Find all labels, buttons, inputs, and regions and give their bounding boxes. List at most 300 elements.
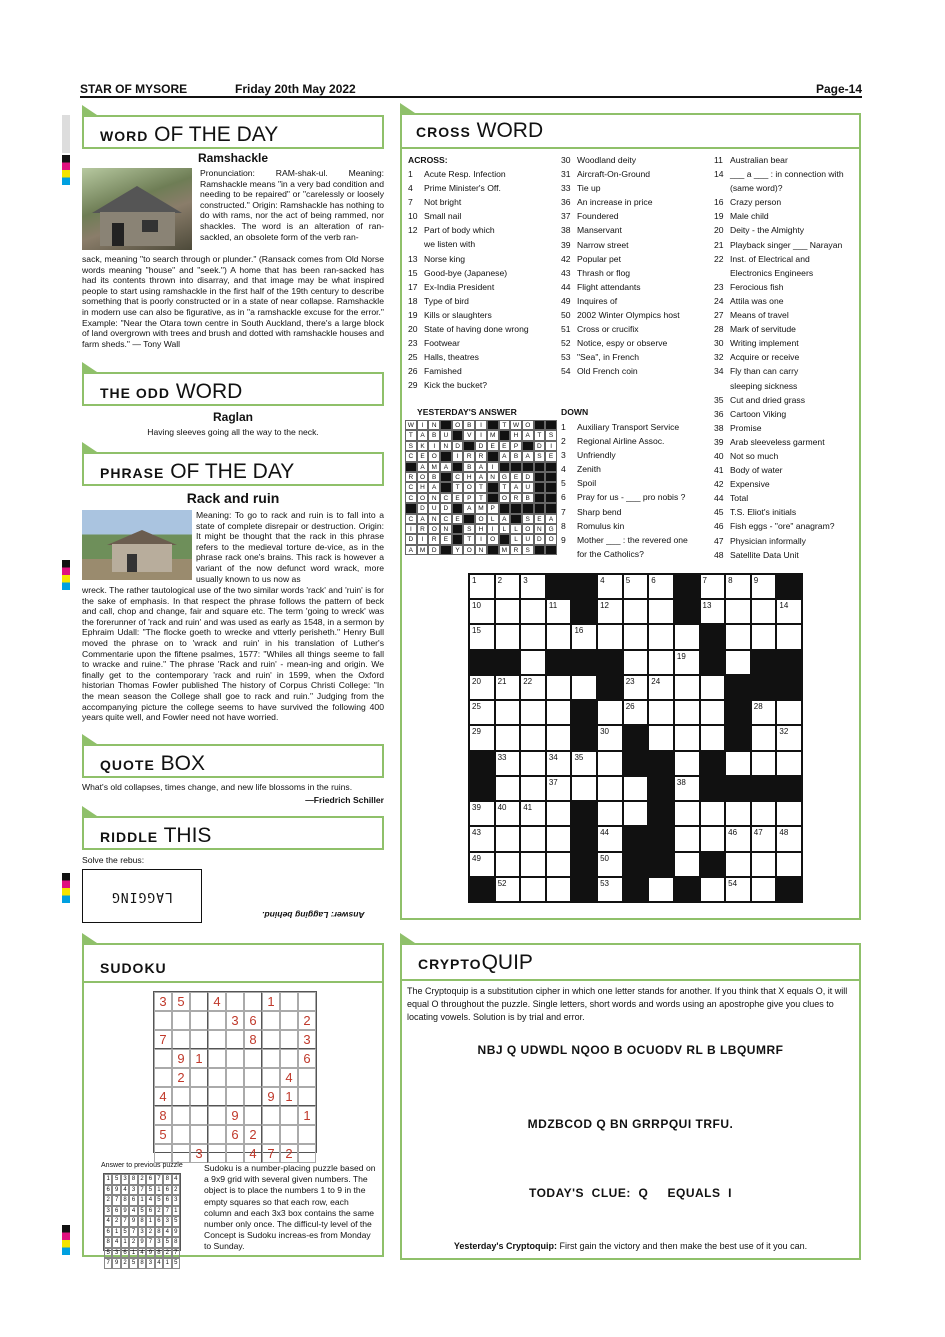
crossword-cell[interactable] xyxy=(674,725,700,750)
crossword-cell[interactable]: 48 xyxy=(776,826,802,851)
prev-sudoku-cell: 8 xyxy=(163,1174,171,1185)
sudoku-cell: 6 xyxy=(298,1049,316,1068)
crossword-cell[interactable] xyxy=(546,725,572,750)
crossword-cell[interactable]: 21 xyxy=(495,675,521,700)
crossword-cell[interactable] xyxy=(700,725,726,750)
prev-sudoku-cell: 9 xyxy=(172,1227,180,1238)
sudoku-cell[interactable] xyxy=(244,1068,262,1087)
crossword-cell xyxy=(623,826,649,851)
crossword-cell[interactable] xyxy=(674,826,700,851)
sudoku-cell: 7 xyxy=(262,1144,280,1163)
crossword-cell[interactable] xyxy=(546,877,572,902)
crossword-cell[interactable] xyxy=(495,599,521,624)
clue-item: 29 Kick the bucket? xyxy=(408,380,488,391)
prev-sudoku-cell: 2 xyxy=(146,1227,154,1238)
crossword-cell[interactable] xyxy=(520,776,546,801)
answer-cell: S xyxy=(463,524,475,534)
answer-cell: A xyxy=(417,430,429,440)
crossword-cell[interactable] xyxy=(546,801,572,826)
prev-sudoku-cell: 5 xyxy=(146,1185,154,1196)
crossword-cell[interactable]: 54 xyxy=(725,877,751,902)
crossword-cell[interactable] xyxy=(597,624,623,649)
answer-cell: R xyxy=(510,493,522,503)
crossword-cell[interactable] xyxy=(546,675,572,700)
answer-cell: T xyxy=(534,430,546,440)
sudoku-cell[interactable] xyxy=(154,1068,172,1087)
crossword-cell[interactable]: 23 xyxy=(623,675,649,700)
sudoku-cell[interactable] xyxy=(208,1068,226,1087)
crossword-cell[interactable] xyxy=(725,599,751,624)
answer-cell: T xyxy=(463,534,475,544)
crossword-cell[interactable] xyxy=(520,624,546,649)
sudoku-cell[interactable] xyxy=(172,1087,190,1106)
sudoku-cell[interactable] xyxy=(190,1087,208,1106)
clue-item: 3 Unfriendly xyxy=(561,450,616,461)
sudoku-cell[interactable] xyxy=(298,1125,316,1144)
crossword-cell[interactable]: 33 xyxy=(495,751,521,776)
crossword-cell xyxy=(700,776,726,801)
crossword-cell[interactable]: 2 xyxy=(495,574,521,599)
sudoku-cell: 1 xyxy=(190,1049,208,1068)
crossword-cell[interactable]: 37 xyxy=(546,776,572,801)
quote-author: —Friedrich Schiller xyxy=(305,795,384,805)
crossword-cell[interactable]: 44 xyxy=(597,826,623,851)
crossword-cell[interactable] xyxy=(623,599,649,624)
crossword-cell[interactable]: 53 xyxy=(597,877,623,902)
flag-icon xyxy=(82,362,100,374)
crossword-cell[interactable] xyxy=(776,852,802,877)
crossword-cell[interactable] xyxy=(700,801,726,826)
crossword-cell[interactable] xyxy=(776,700,802,725)
crossword-cell[interactable] xyxy=(700,675,726,700)
clue-item: (same word)? xyxy=(730,183,783,194)
crossword-cell[interactable] xyxy=(520,852,546,877)
sudoku-cell[interactable] xyxy=(208,1106,226,1125)
crossword-cell[interactable] xyxy=(776,624,802,649)
crossword-cell[interactable]: 20 xyxy=(469,675,495,700)
crossword-cell xyxy=(495,650,521,675)
answer-cell: S xyxy=(534,451,546,461)
answer-cell: W xyxy=(405,420,417,430)
across-clues-col2 xyxy=(561,153,680,379)
sudoku-cell[interactable] xyxy=(262,1106,280,1125)
sudoku-cell[interactable] xyxy=(226,1049,244,1068)
crossword-cell[interactable] xyxy=(674,700,700,725)
sudoku-cell[interactable] xyxy=(262,1011,280,1030)
answer-cell xyxy=(545,472,557,482)
sudoku-cell[interactable] xyxy=(298,992,316,1011)
answer-cell: I xyxy=(475,420,487,430)
sudoku-cell[interactable] xyxy=(298,1087,316,1106)
crossword-cell xyxy=(725,675,751,700)
flag-icon xyxy=(400,103,418,115)
flag-icon xyxy=(82,933,100,945)
sudoku-cell[interactable] xyxy=(190,992,208,1011)
crossword-cell xyxy=(648,826,674,851)
crossword-cell[interactable]: 41 xyxy=(520,801,546,826)
crossword-cell[interactable]: 47 xyxy=(751,826,777,851)
crossword-cell[interactable]: 26 xyxy=(623,700,649,725)
crossword-cell[interactable] xyxy=(648,650,674,675)
crossword-cell xyxy=(623,877,649,902)
crossword-cell[interactable] xyxy=(725,624,751,649)
sudoku-cell[interactable] xyxy=(172,1011,190,1030)
sudoku-cell: 9 xyxy=(226,1106,244,1125)
sudoku-cell: 9 xyxy=(262,1087,280,1106)
crossword-cell[interactable] xyxy=(597,776,623,801)
prev-sudoku-cell: 3 xyxy=(112,1248,120,1259)
crossword-cell[interactable] xyxy=(546,700,572,725)
sudoku-cell[interactable] xyxy=(262,1049,280,1068)
crossword-cell[interactable] xyxy=(623,801,649,826)
crossword-cell[interactable]: 29 xyxy=(469,725,495,750)
crossword-cell xyxy=(571,574,597,599)
crossword-cell[interactable] xyxy=(648,599,674,624)
crossword-cell[interactable] xyxy=(597,700,623,725)
answer-cell: E xyxy=(440,534,452,544)
crossword-cell[interactable]: 12 xyxy=(597,599,623,624)
sudoku-cell[interactable] xyxy=(280,1106,298,1125)
sudoku-cell[interactable] xyxy=(190,1106,208,1125)
crossword-cell[interactable] xyxy=(597,801,623,826)
sudoku-cell[interactable] xyxy=(280,1049,298,1068)
prev-answer-label: Answer to previous puzzle xyxy=(101,1162,183,1169)
crossword-cell[interactable] xyxy=(648,700,674,725)
answer-cell: G xyxy=(499,472,511,482)
crossword-cell[interactable] xyxy=(674,801,700,826)
answer-cell: Y xyxy=(452,545,464,555)
sudoku-cell: 3 xyxy=(298,1030,316,1049)
crossword-cell[interactable] xyxy=(546,852,572,877)
prev-sudoku-cell: 2 xyxy=(172,1185,180,1196)
crossword-cell[interactable] xyxy=(700,700,726,725)
crossword-cell[interactable] xyxy=(546,826,572,851)
answer-cell: B xyxy=(463,420,475,430)
crossword-cell[interactable]: 3 xyxy=(520,574,546,599)
crossword-cell[interactable]: 32 xyxy=(776,725,802,750)
crossword-cell[interactable] xyxy=(776,801,802,826)
sudoku-cell[interactable] xyxy=(244,992,262,1011)
crossword-cell[interactable] xyxy=(571,675,597,700)
crossword-cell[interactable] xyxy=(725,650,751,675)
prev-sudoku-cell: 4 xyxy=(112,1237,120,1248)
sudoku-cell[interactable] xyxy=(244,1087,262,1106)
sudoku-cell[interactable] xyxy=(154,1011,172,1030)
sudoku-cell[interactable] xyxy=(208,1144,226,1163)
clue-item: we listen with xyxy=(424,239,476,250)
crossword-cell[interactable]: 15 xyxy=(469,624,495,649)
prev-sudoku-cell: 9 xyxy=(112,1185,120,1196)
sudoku-cell[interactable] xyxy=(190,1068,208,1087)
crossword-cell[interactable] xyxy=(520,751,546,776)
sudoku-cell[interactable] xyxy=(190,1030,208,1049)
sudoku-cell[interactable] xyxy=(172,1125,190,1144)
answer-cell: I xyxy=(405,524,417,534)
sudoku-cell[interactable] xyxy=(280,1125,298,1144)
crossword-cell[interactable] xyxy=(623,776,649,801)
crossword-cell[interactable] xyxy=(751,852,777,877)
clue-item: 46 Fish eggs - "ore" anagram? xyxy=(714,521,835,532)
odd-word-banner: THE ODD WORD xyxy=(82,372,384,406)
sudoku-cell[interactable] xyxy=(190,1125,208,1144)
sudoku-cell[interactable] xyxy=(190,1011,208,1030)
flag-icon xyxy=(82,442,100,454)
answer-cell: A xyxy=(475,472,487,482)
sudoku-cell[interactable] xyxy=(226,992,244,1011)
answer-cell: E xyxy=(487,441,499,451)
crossword-cell xyxy=(674,574,700,599)
odd-word-title: Raglan xyxy=(212,410,253,424)
crossword-cell[interactable] xyxy=(520,650,546,675)
answer-cell: A xyxy=(405,545,417,555)
sudoku-cell: 3 xyxy=(190,1144,208,1163)
clue-item: 34 Fly than can carry xyxy=(714,366,799,377)
answer-cell xyxy=(487,482,499,492)
answer-cell: D xyxy=(475,441,487,451)
answer-cell xyxy=(405,462,417,472)
crossword-cell[interactable] xyxy=(520,877,546,902)
prev-sudoku-cell: 5 xyxy=(112,1174,120,1185)
sudoku-cell[interactable] xyxy=(154,1049,172,1068)
quote-text: What's old collapses, times change, and new life blossoms in the ruins. xyxy=(82,782,353,792)
crossword-cell[interactable]: 6 xyxy=(648,574,674,599)
crossword-cell[interactable]: 11 xyxy=(546,599,572,624)
sudoku-cell[interactable] xyxy=(208,1087,226,1106)
page-header xyxy=(80,82,862,98)
crossword-cell[interactable] xyxy=(725,852,751,877)
prev-sudoku-cell: 3 xyxy=(163,1216,171,1227)
answer-cell: U xyxy=(522,482,534,492)
crossword-cell[interactable] xyxy=(751,725,777,750)
clue-item: 24 Attila was one xyxy=(714,295,784,306)
flag-icon xyxy=(82,734,100,746)
prev-sudoku-cell: 5 xyxy=(138,1206,146,1217)
crossword-cell[interactable] xyxy=(495,725,521,750)
prev-sudoku-cell: 5 xyxy=(129,1258,137,1269)
crossword-cell[interactable]: 49 xyxy=(469,852,495,877)
crossword-cell[interactable] xyxy=(623,624,649,649)
crossword-cell[interactable]: 43 xyxy=(469,826,495,851)
sudoku-cell[interactable] xyxy=(226,1068,244,1087)
paper-name: STAR OF MYSORE xyxy=(80,82,188,96)
prev-sudoku-cell: 8 xyxy=(155,1227,163,1238)
crossword-cell[interactable] xyxy=(648,877,674,902)
sudoku-cell[interactable] xyxy=(208,1030,226,1049)
crossword-cell[interactable]: 39 xyxy=(469,801,495,826)
answer-cell: N xyxy=(475,545,487,555)
crossword-cell[interactable]: 19 xyxy=(674,650,700,675)
crossword-cell[interactable]: 9 xyxy=(751,574,777,599)
crossword-cell[interactable]: 1 xyxy=(469,574,495,599)
crossword-cell[interactable] xyxy=(495,826,521,851)
answer-cell: N xyxy=(487,472,499,482)
crossword-cell[interactable]: 50 xyxy=(597,852,623,877)
crossword-cell[interactable]: 24 xyxy=(648,675,674,700)
sudoku-cell[interactable] xyxy=(298,1144,316,1163)
registration-mark xyxy=(62,873,70,903)
sudoku-cell[interactable] xyxy=(154,1144,172,1163)
sudoku-cell[interactable] xyxy=(262,1125,280,1144)
crossword-cell[interactable] xyxy=(725,801,751,826)
sudoku-cell[interactable] xyxy=(244,1049,262,1068)
sudoku-cell[interactable] xyxy=(280,1011,298,1030)
sudoku-cell[interactable] xyxy=(262,1030,280,1049)
crossword-cell[interactable]: 10 xyxy=(469,599,495,624)
crossword-cell xyxy=(725,776,751,801)
crossword-cell[interactable]: 14 xyxy=(776,599,802,624)
answer-cell: H xyxy=(475,524,487,534)
crossword-cell[interactable] xyxy=(520,599,546,624)
crossword-cell[interactable] xyxy=(520,700,546,725)
crossword-cell[interactable]: 28 xyxy=(751,700,777,725)
clue-item: 38 Promise xyxy=(714,422,762,433)
crossword-cell[interactable]: 35 xyxy=(571,751,597,776)
prev-sudoku-cell: 8 xyxy=(138,1216,146,1227)
crossword-cell[interactable] xyxy=(751,801,777,826)
word-body-bottom: sack, meaning "to search through or plunder." (Ransack comes from Old Norse words meaning "house" and "seek.") A home that has been ran-sacked has had its contents thrown into disarray, and that image may be what inspired people to start using ramshackle in the first half of the 19th century to describe something that is poorly constructed or in a state of near collapse. Ramshackle in modern use can also be figurative, as in "a ramshackle excuse for the error." Example: "Near the Otara town centre in South Auckland, there's a large block of land overgrown with trees and brush and dotted with ramshackle houses and farm sheds." — Tony Wall xyxy=(82,254,384,349)
prev-sudoku-cell: 5 xyxy=(172,1216,180,1227)
crossword-cell xyxy=(623,725,649,750)
sudoku-cell[interactable] xyxy=(280,992,298,1011)
crossword-cell[interactable]: 8 xyxy=(725,574,751,599)
word-body-top: Pronunciation: RAM-shak-ul. Meaning: Ramshackle means "in a very bad condition and needing to be repaired" or "carelessly or loosely constructed." Origin: Ramshackle has nothing to do with rams, nor the act of being rammed, nor shackles. The word is an alteration of ran-sackled, an obsolete form of the verb ran- xyxy=(200,168,384,242)
sudoku-cell[interactable] xyxy=(226,1144,244,1163)
answer-cell xyxy=(534,472,546,482)
crossword-cell[interactable] xyxy=(648,725,674,750)
crossword-cell[interactable] xyxy=(648,624,674,649)
prev-sudoku-cell: 1 xyxy=(121,1237,129,1248)
answer-row xyxy=(405,503,557,513)
sudoku-cell[interactable] xyxy=(208,1049,226,1068)
crossword-cell xyxy=(546,574,572,599)
crossword-cell[interactable]: 7 xyxy=(700,574,726,599)
sudoku-cell[interactable] xyxy=(208,1125,226,1144)
crossword-cell[interactable]: 46 xyxy=(725,826,751,851)
answer-cell: C xyxy=(440,493,452,503)
answer-cell: A xyxy=(522,430,534,440)
registration-mark xyxy=(62,560,70,590)
crossword-cell[interactable] xyxy=(674,675,700,700)
crossword-cell[interactable]: 5 xyxy=(623,574,649,599)
answer-cell: O xyxy=(417,472,429,482)
crossword-cell[interactable]: 4 xyxy=(597,574,623,599)
sudoku-cell[interactable] xyxy=(244,1106,262,1125)
crossword-cell[interactable]: 52 xyxy=(495,877,521,902)
cryptoquip-panel: CRYPTOQUIP xyxy=(400,943,861,1260)
crossword-cell[interactable] xyxy=(495,700,521,725)
crossword-cell[interactable]: 13 xyxy=(700,599,726,624)
across-label: ACROSS: xyxy=(408,155,448,165)
prev-sudoku-cell: 1 xyxy=(163,1258,171,1269)
crossword-cell[interactable]: 16 xyxy=(571,624,597,649)
crossword-cell[interactable] xyxy=(725,751,751,776)
crossword-cell[interactable] xyxy=(751,624,777,649)
clue-item: 30 Woodland deity xyxy=(561,155,637,165)
answer-cell: O xyxy=(463,545,475,555)
crossword-cell[interactable] xyxy=(751,751,777,776)
answer-cell xyxy=(487,545,499,555)
answer-cell: A xyxy=(475,462,487,472)
crossword-cell[interactable] xyxy=(700,826,726,851)
answer-cell: C xyxy=(440,514,452,524)
crossword-cell[interactable] xyxy=(623,650,649,675)
crossword-cell[interactable] xyxy=(571,776,597,801)
crossword-cell[interactable]: 38 xyxy=(674,776,700,801)
crossword-cell[interactable]: 22 xyxy=(520,675,546,700)
crossword-cell[interactable] xyxy=(520,826,546,851)
crossword-cell[interactable] xyxy=(674,751,700,776)
answer-cell xyxy=(545,420,557,430)
riddle-answer: Answer: Lagging behind. xyxy=(262,910,365,920)
crossword-cell[interactable] xyxy=(495,776,521,801)
crossword-cell[interactable]: 40 xyxy=(495,801,521,826)
crossword-cell[interactable] xyxy=(495,852,521,877)
crossword-cell[interactable]: 30 xyxy=(597,725,623,750)
clue-item: 10 Small nail xyxy=(408,211,462,222)
sudoku-cell[interactable] xyxy=(172,1030,190,1049)
crossword-grid[interactable] xyxy=(468,573,803,903)
sudoku-cell[interactable] xyxy=(262,1068,280,1087)
crossword-cell[interactable] xyxy=(597,751,623,776)
clue-item: 5 Spoil xyxy=(561,478,597,489)
crossword-cell[interactable] xyxy=(520,725,546,750)
answer-cell: T xyxy=(499,420,511,430)
crossword-cell[interactable] xyxy=(776,751,802,776)
clue-item: 22 Inst. of Electrical and xyxy=(714,253,810,264)
clue-item: 39 Narrow street xyxy=(561,239,629,250)
crossword-cell xyxy=(597,675,623,700)
answer-cell: O xyxy=(452,420,464,430)
prev-sudoku-cell: 4 xyxy=(163,1227,171,1238)
crossword-cell xyxy=(469,751,495,776)
prev-sudoku-cell: 1 xyxy=(146,1216,154,1227)
answer-row xyxy=(405,524,557,534)
clue-item: 14 ___ a ___ : in connection with xyxy=(714,169,844,180)
registration-mark xyxy=(62,1225,70,1255)
answer-row xyxy=(405,472,557,482)
answer-cell: P xyxy=(463,493,475,503)
sudoku-cell[interactable] xyxy=(226,1087,244,1106)
answer-cell xyxy=(405,503,417,513)
down-label: DOWN xyxy=(561,407,589,417)
sudoku-cell[interactable] xyxy=(172,1144,190,1163)
answer-cell: M xyxy=(487,430,499,440)
crossword-cell[interactable] xyxy=(495,624,521,649)
sudoku-grid[interactable] xyxy=(153,991,317,1161)
answer-cell: D xyxy=(534,534,546,544)
crossword-cell[interactable]: 34 xyxy=(546,751,572,776)
crossword-cell xyxy=(776,675,802,700)
answer-cell: T xyxy=(405,430,417,440)
answer-cell: U xyxy=(428,503,440,513)
clue-item: 51 Cross or crucifix xyxy=(561,324,639,335)
crossword-cell[interactable] xyxy=(700,877,726,902)
sudoku-cell[interactable] xyxy=(172,1106,190,1125)
sudoku-cell[interactable] xyxy=(298,1068,316,1087)
crossword-cell[interactable] xyxy=(751,599,777,624)
crossword-cell[interactable] xyxy=(546,624,572,649)
crossword-cell[interactable]: 25 xyxy=(469,700,495,725)
crossword-cell[interactable] xyxy=(674,852,700,877)
crossword-cell[interactable] xyxy=(674,624,700,649)
sudoku-cell[interactable] xyxy=(226,1030,244,1049)
crossword-cell[interactable] xyxy=(751,877,777,902)
sudoku-cell[interactable] xyxy=(280,1030,298,1049)
prev-sudoku-cell: 4 xyxy=(155,1258,163,1269)
crossword-cell xyxy=(571,599,597,624)
answer-cell xyxy=(522,503,534,513)
sudoku-cell[interactable] xyxy=(208,1011,226,1030)
